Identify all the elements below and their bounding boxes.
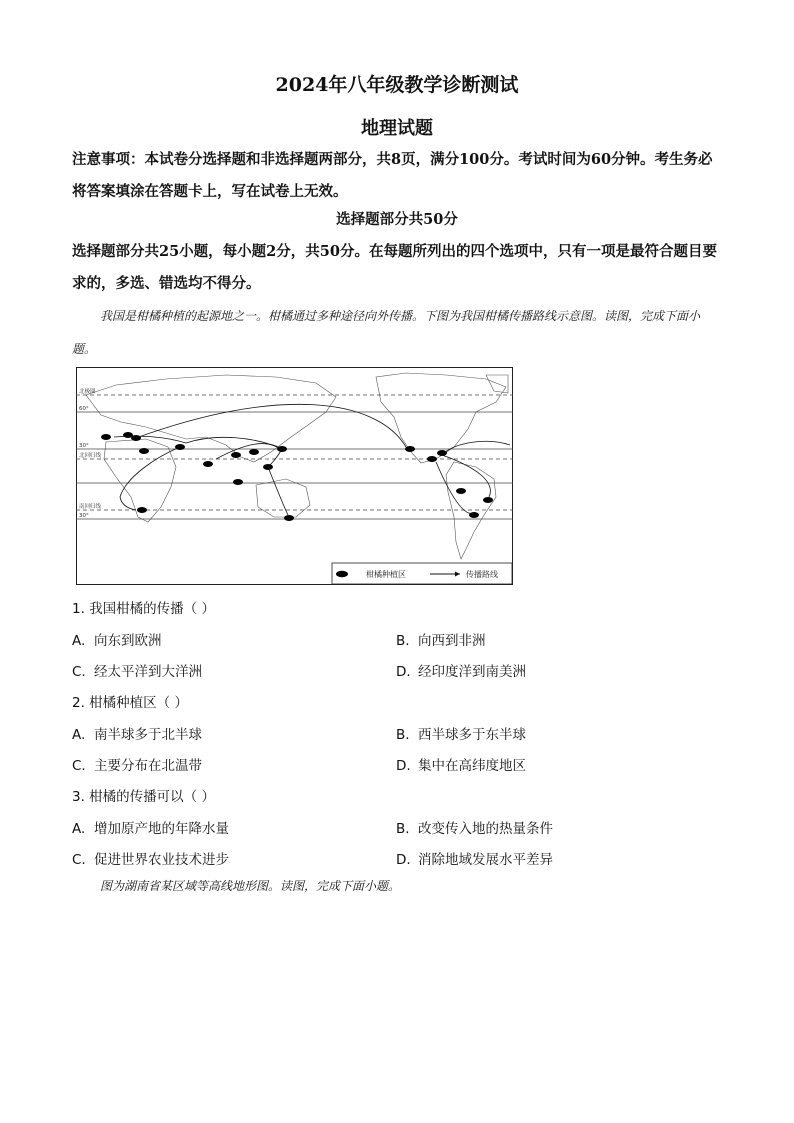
planting-area <box>284 515 294 521</box>
planting-area <box>139 448 149 454</box>
planting-area <box>231 452 241 458</box>
question-3-option-d[interactable]: D. 消除地域发展水平差异 <box>396 852 553 868</box>
question-1-stem: 1. 我国柑橘的传播（ ） <box>72 601 215 617</box>
section-description: 选择题部分共25小题，每小题2分，共50分。在每题所列出的四个选项中，只有一项是最符合题目要求的，多选、错选均不得分。 <box>72 243 717 292</box>
map-legend <box>332 563 512 584</box>
question-2-option-a[interactable]: A. 南半球多于北半球 <box>72 727 202 743</box>
lat-label-tropic-capricorn: 南回归线 <box>79 504 102 510</box>
question-intro-next: 图为湖南省某区域等高线地形图。读图，完成下面小题。 <box>100 879 401 893</box>
question-3-option-c[interactable]: C. 促进世界农业技术进步 <box>72 852 229 868</box>
question-2-option-b[interactable]: B. 西半球多于东半球 <box>396 727 526 743</box>
citrus-spread-map <box>76 367 513 585</box>
planting-area <box>427 456 437 462</box>
question-1-option-d[interactable]: D. 经印度洋到南美洲 <box>396 664 526 680</box>
legend-planting-label: 柑橘种植区 <box>366 570 406 579</box>
section-heading: 选择题部分共50分 <box>336 211 458 228</box>
legend-route-label: 传播路线 <box>466 570 498 579</box>
planting-area <box>203 461 213 467</box>
question-1-option-b[interactable]: B. 向西到非洲 <box>396 633 486 649</box>
planting-area <box>101 434 111 440</box>
question-3-option-a[interactable]: A. 增加原产地的年降水量 <box>72 821 229 837</box>
exam-title: 2024年八年级教学诊断测试 <box>275 74 519 96</box>
lat-label-60: 60° <box>79 406 89 412</box>
lat-label-30n: 30° <box>79 443 89 449</box>
planting-area <box>249 449 259 455</box>
question-3-stem: 3. 柑橘的传播可以（ ） <box>72 789 215 805</box>
question-intro: 我国是柑橘种植的起源地之一。柑橘通过多种途径向外传播。下图为我国柑橘传播路线示意图。读图，完成下面小题。 <box>72 309 701 356</box>
planting-area <box>233 479 243 485</box>
planting-area <box>137 507 147 513</box>
lat-label-30s: 30° <box>79 513 89 519</box>
lat-label-arctic: 北极圈 <box>79 389 96 395</box>
question-1-option-a[interactable]: A. 向东到欧洲 <box>72 633 162 649</box>
planting-area-legend-icon <box>336 571 348 577</box>
subject-title: 地理试题 <box>361 118 433 139</box>
planting-area <box>483 497 493 503</box>
question-2-option-d[interactable]: D. 集中在高纬度地区 <box>396 758 526 774</box>
question-2-stem: 2. 柑橘种植区（ ） <box>72 695 188 711</box>
lat-label-tropic-cancer: 北回归线 <box>79 453 102 459</box>
planting-area <box>469 512 479 518</box>
question-2-option-c[interactable]: C. 主要分布在北温带 <box>72 758 202 774</box>
planting-area <box>456 488 466 494</box>
question-3-option-b[interactable]: B. 改变传入地的热量条件 <box>396 821 553 837</box>
notice-text: 注意事项：本试卷分选择题和非选择题两部分，共8页，满分100分。考试时间为60分钟。考生务必将答案填涂在答题卡上，写在试卷上无效。 <box>72 151 713 200</box>
planting-area <box>405 446 415 452</box>
question-1-option-c[interactable]: C. 经太平洋到大洋洲 <box>72 664 202 680</box>
